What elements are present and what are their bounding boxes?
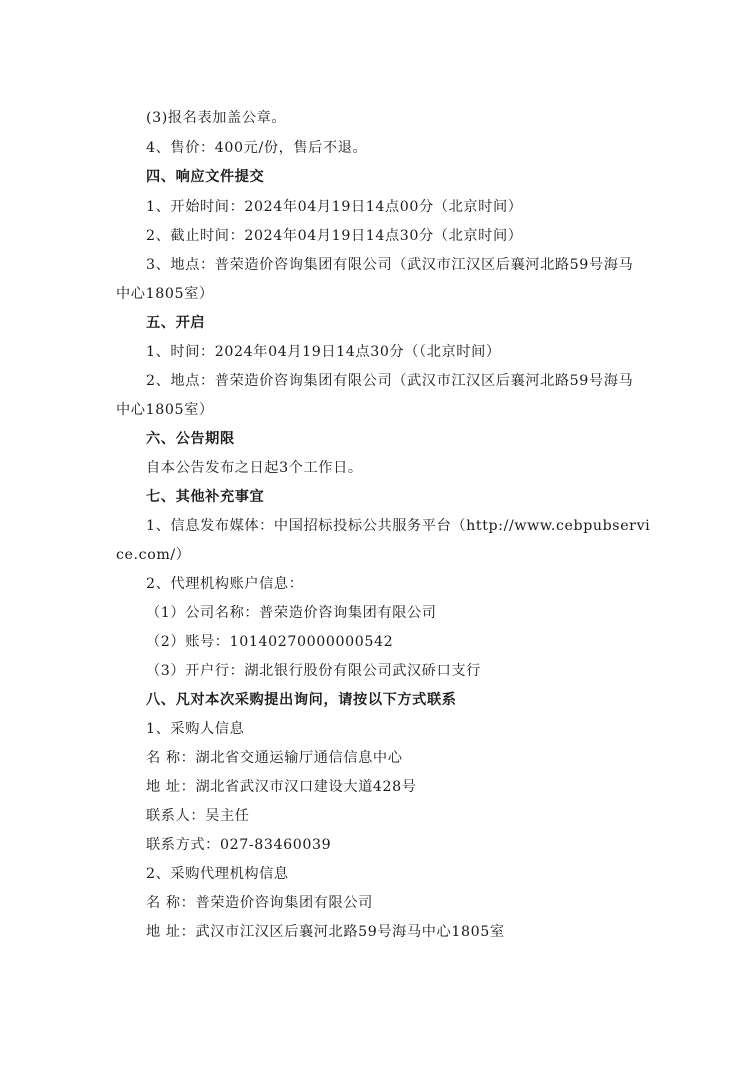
text-line: 2、地点：普荣造价咨询集团有限公司（武汉市江汉区后襄河北路59号海马 [146,373,634,389]
text-line: 2、代理机构账户信息： [146,576,304,592]
text-line: 自本公告发布之日起3个工作日。 [146,460,363,476]
text-line: 1、开始时间：2024年04月19日14点00分（北京时间） [146,199,523,215]
text-line: 地 址：湖北省武汉市汉口建设大道428号 [146,779,417,795]
section-heading: 七、其他补充事宜 [146,489,265,505]
text-line: ce.com/） [116,547,191,563]
section-heading: 四、响应文件提交 [146,169,265,185]
text-line: 4、售价：400元/份，售后不退。 [146,140,368,156]
text-line: 2、采购代理机构信息 [146,866,289,882]
text-line: 地 址：武汉市江汉区后襄河北路59号海马中心1805室 [146,924,505,940]
text-line: 中心1805室） [116,402,214,418]
section-heading: 八、凡对本次采购提出询问，请按以下方式联系 [146,692,457,708]
text-line: 1、采购人信息 [146,721,245,737]
text-line: （1）公司名称：普荣造价咨询集团有限公司 [146,605,437,621]
section-heading: 六、公告期限 [146,431,235,447]
text-line: 名 称：普荣造价咨询集团有限公司 [146,895,373,911]
text-line: 名 称：湖北省交通运输厅通信信息中心 [146,750,403,766]
text-line: 中心1805室） [116,286,214,302]
section-heading: 五、开启 [146,315,206,331]
text-line: 联系人：吴主任 [146,808,250,824]
text-line: 1、信息发布媒体：中国招标投标公共服务平台（http://www.cebpubservi [146,518,651,534]
text-line: （2）账号：10140270000000542 [146,634,394,650]
text-line: 3、地点：普荣造价咨询集团有限公司（武汉市江汉区后襄河北路59号海马 [146,257,634,273]
text-line: 1、时间：2024年04月19日14点30分（（北京时间） [146,344,501,360]
text-line: 联系方式：027-83460039 [146,837,332,853]
text-line: (3)报名表加盖公章。 [146,110,287,126]
text-line: （3）开户行：湖北银行股份有限公司武汉硚口支行 [146,663,481,679]
text-line: 2、截止时间：2024年04月19日14点30分（北京时间） [146,228,523,244]
